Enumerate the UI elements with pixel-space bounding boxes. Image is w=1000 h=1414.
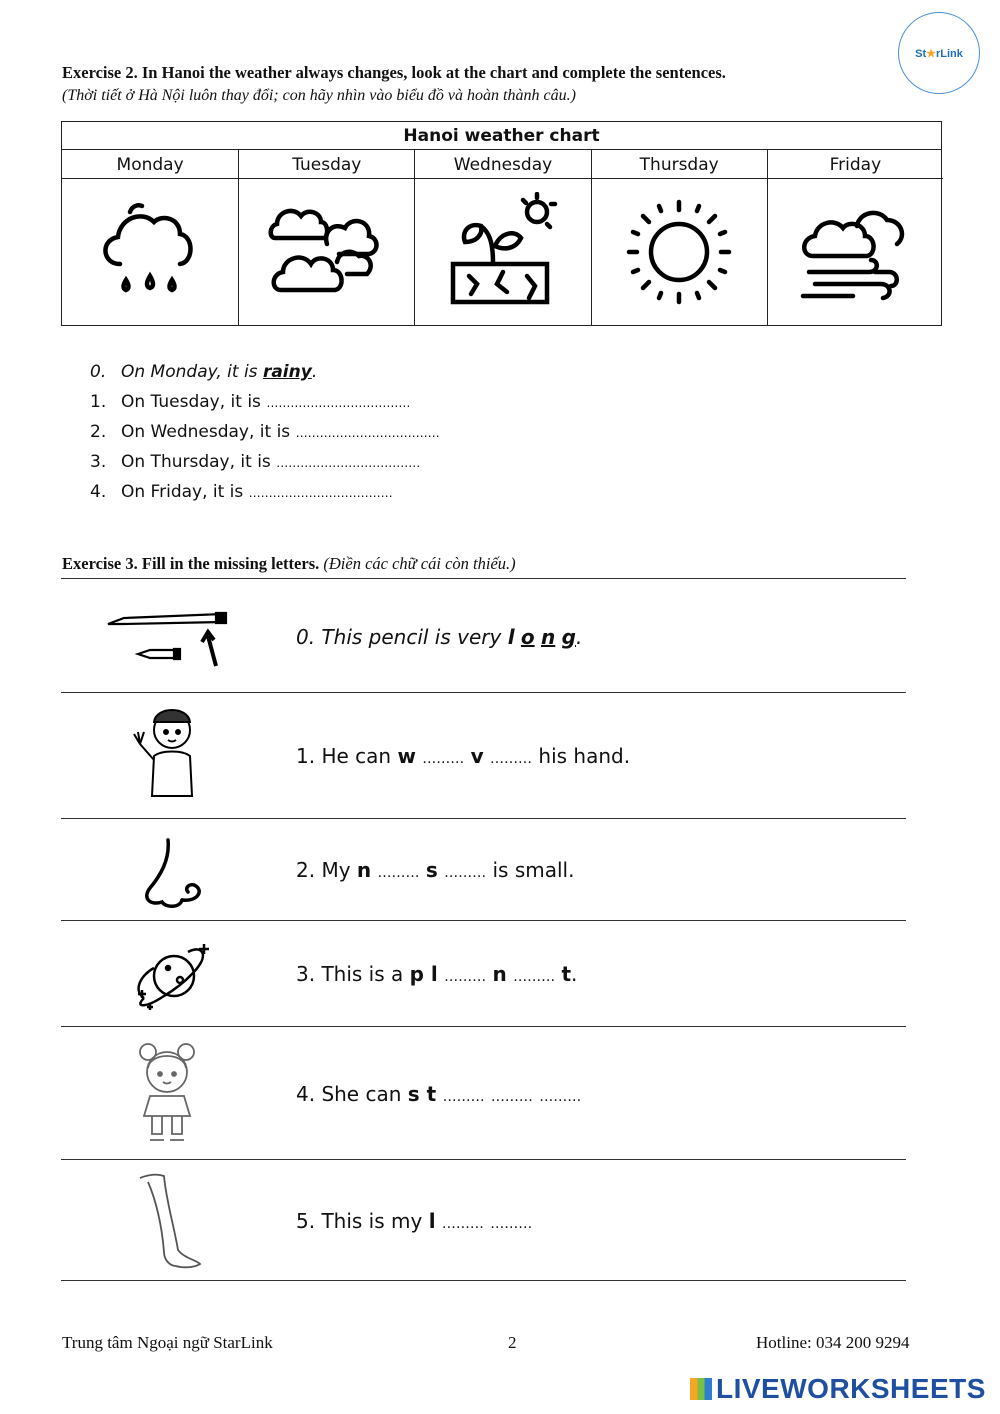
- fill-item-4: 4. She can s t ……… ……… ………: [296, 1082, 582, 1106]
- page-number: 2: [508, 1333, 517, 1352]
- drought-icon: [443, 192, 563, 312]
- exercise3-title: Exercise 3. Fill in the missing letters. (Điền các chữ cái còn thiếu.): [62, 554, 516, 573]
- letter-blank[interactable]: ………: [490, 751, 533, 767]
- exercise2-title: Exercise 2. In Hanoi the weather always changes, look at the chart and complete the sentences.: [62, 63, 726, 82]
- chart-column-thursday: [591, 150, 767, 326]
- chart-column-wednesday: [414, 150, 590, 326]
- letter-blank[interactable]: ………: [490, 1089, 533, 1105]
- divider: [61, 920, 906, 921]
- exercise2-subtitle: (Thời tiết ở Hà Nội luôn thay đổi; con hãy nhìn vào biểu đồ và hoàn thành câu.): [62, 87, 576, 104]
- waving-boy-icon: [128, 700, 208, 800]
- chart-title: Hanoi weather chart: [62, 122, 941, 150]
- answer-blank-4[interactable]: ………………………………: [248, 486, 393, 500]
- sentence-2: 2. On Wednesday, it is ………………………………: [90, 422, 440, 442]
- liveworksheets-logo-icon: [690, 1378, 712, 1400]
- divider: [61, 818, 906, 819]
- letter-blank[interactable]: ………: [442, 1089, 485, 1105]
- letter-blank[interactable]: ………: [377, 865, 420, 881]
- pencil-icon: [104, 604, 230, 670]
- sentence-3: 3. On Thursday, it is ………………………………: [90, 452, 421, 472]
- letter-blank[interactable]: ………: [513, 969, 556, 985]
- footer-center-name: Trung tâm Ngoại ngữ StarLink: [62, 1333, 273, 1352]
- day-label: Thursday: [592, 150, 767, 179]
- sun-icon: [619, 192, 739, 312]
- weather-chart-table: [61, 121, 942, 326]
- footer-hotline: Hotline: 034 200 9294: [756, 1333, 910, 1352]
- letter-blank[interactable]: ………: [444, 969, 487, 985]
- clouds-icon: [267, 192, 387, 312]
- day-label: Tuesday: [239, 150, 414, 179]
- day-label: Wednesday: [415, 150, 590, 179]
- fill-item-2: 2. My n ……… s ……… is small.: [296, 858, 575, 882]
- fill-item-5: 5. This is my l ……… ………: [296, 1209, 533, 1233]
- chart-column-friday: [767, 150, 943, 326]
- letter-blank[interactable]: ………: [490, 1216, 533, 1232]
- fill-item-0: 0. This pencil is very l o n g.: [296, 625, 583, 649]
- rain-cloud-icon: [90, 192, 210, 312]
- answer-blank-2[interactable]: ………………………………: [295, 426, 440, 440]
- divider: [61, 1280, 906, 1281]
- answer-blank-3[interactable]: ………………………………: [276, 456, 421, 470]
- standing-girl-icon: [134, 1040, 200, 1144]
- answer-rainy: rainy: [262, 362, 312, 382]
- letter-blank[interactable]: ………: [422, 751, 465, 767]
- chart-column-monday: [62, 150, 238, 326]
- chart-column-tuesday: [238, 150, 414, 326]
- wind-cloud-icon: [795, 192, 915, 312]
- day-label: Monday: [62, 150, 238, 179]
- planet-icon: [134, 938, 214, 1014]
- sentence-4: 4. On Friday, it is ………………………………: [90, 482, 393, 502]
- starlink-logo: St★rLink: [898, 12, 980, 94]
- leg-icon: [134, 1170, 210, 1270]
- fill-item-1: 1. He can w ……… v ……… his hand.: [296, 744, 631, 768]
- fill-item-3: 3. This is a p l ……… n ……… t.: [296, 962, 578, 986]
- letter-blank[interactable]: ………: [441, 1216, 484, 1232]
- letter-blank[interactable]: ………: [539, 1089, 582, 1105]
- day-label: Friday: [768, 150, 943, 179]
- nose-icon: [140, 836, 210, 912]
- answer-blank-1[interactable]: ………………………………: [266, 396, 411, 410]
- sentence-1: 1. On Tuesday, it is ………………………………: [90, 392, 411, 412]
- letter-blank[interactable]: ………: [444, 865, 487, 881]
- divider: [61, 1026, 906, 1027]
- sentence-example: 0. On Monday, it is rainy.: [90, 362, 318, 382]
- divider: [61, 692, 906, 693]
- divider: [61, 578, 906, 579]
- divider: [61, 1159, 906, 1160]
- liveworksheets-brand[interactable]: LIVEWORKSHEETS: [690, 1373, 986, 1405]
